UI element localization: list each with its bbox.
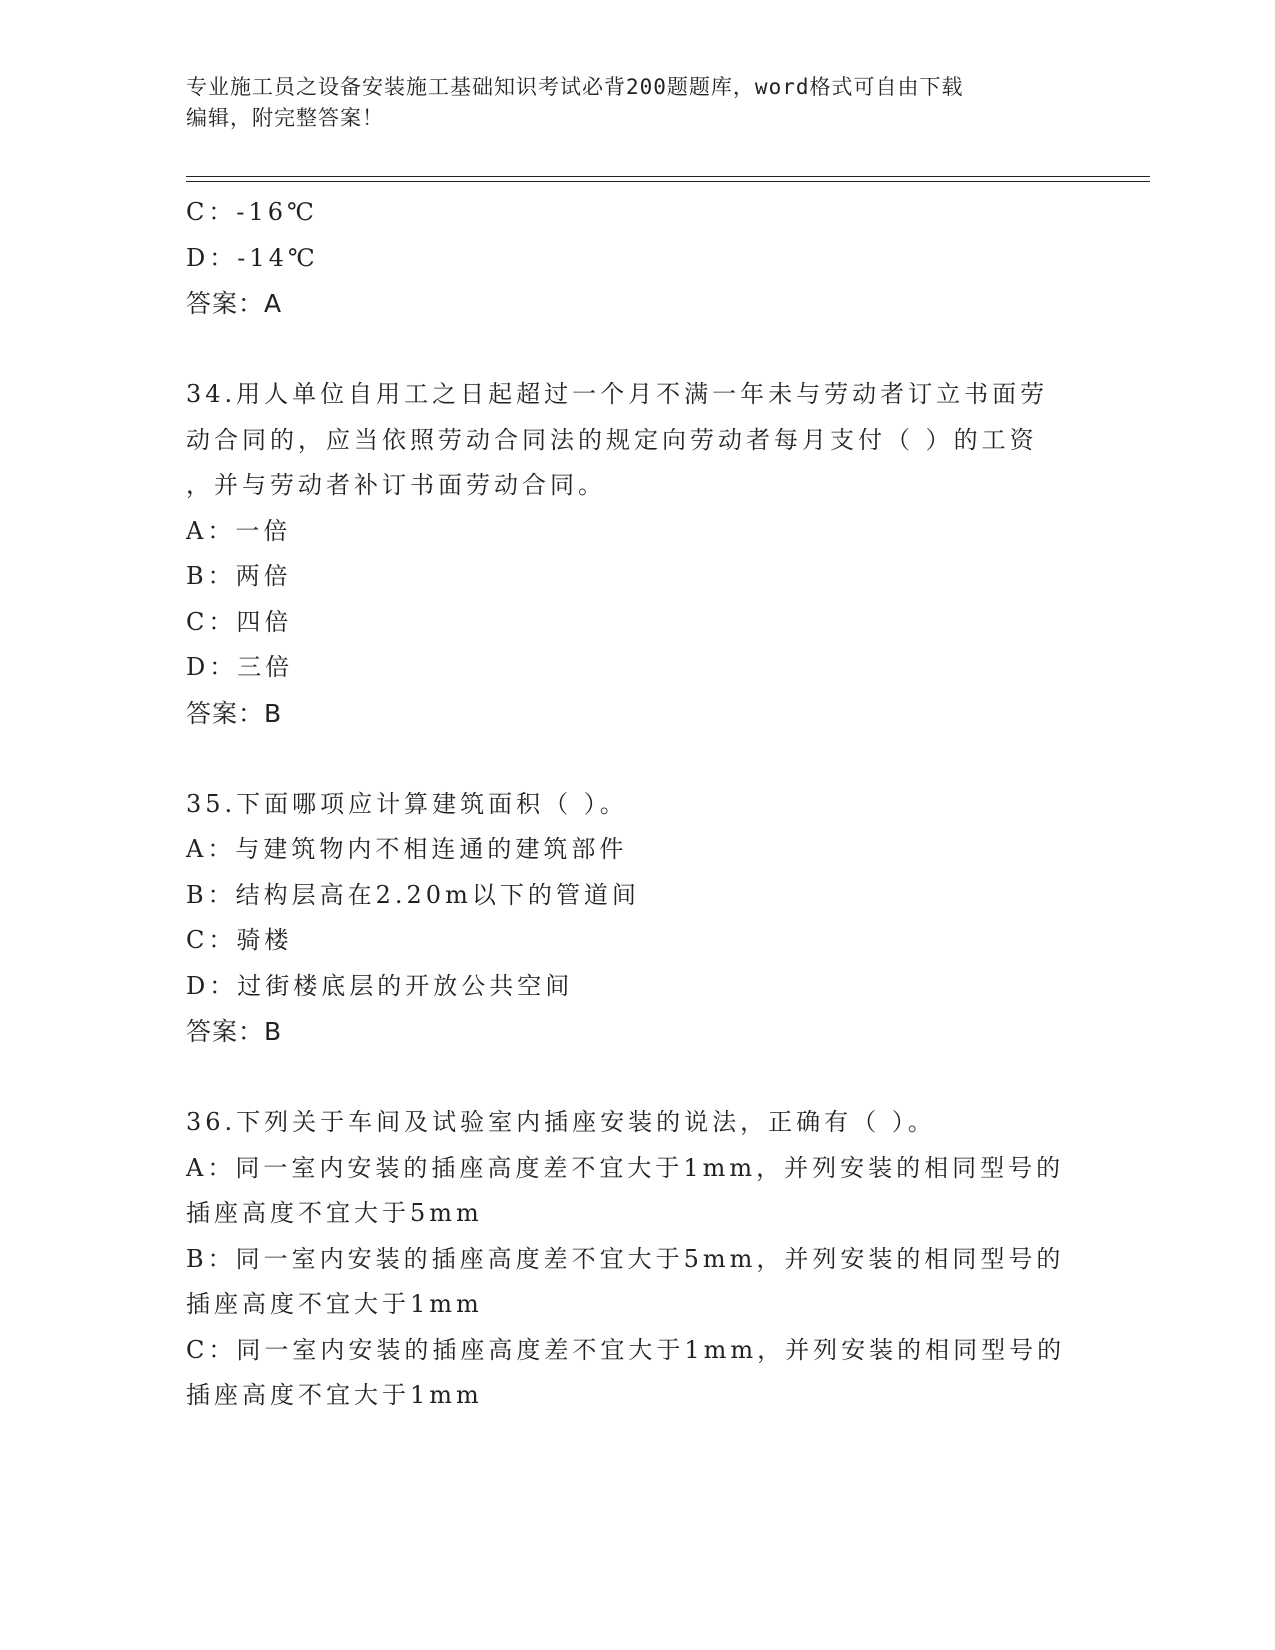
option-c: C：骑楼 <box>186 926 293 954</box>
option-c: C：-16℃ <box>186 198 318 226</box>
question-stem-line: 36.下列关于车间及试验室内插座安装的说法，正确有（ ）。 <box>186 1108 936 1136</box>
option-a: A：一倍 <box>186 516 292 545</box>
option-c: C：同一室内安装的插座高度差不宜大于1mm，并列安装的相同型号的 <box>186 1335 1066 1364</box>
option-d: D：三倍 <box>186 653 294 681</box>
header-rule-bottom <box>186 181 1150 182</box>
option-b-continued: 插座高度不宜大于1mm <box>186 1290 483 1318</box>
question-stem-line: 35.下面哪项应计算建筑面积（ ）。 <box>186 789 628 818</box>
option-d: D：过街楼底层的开放公共空间 <box>186 971 574 1000</box>
question-34 <box>186 372 1086 736</box>
option-c-continued: 插座高度不宜大于1mm <box>186 1381 483 1409</box>
header-line-2: 编辑，附完整答案！ <box>186 106 384 130</box>
question-stem-line: ，并与劳动者补订书面劳动合同。 <box>186 471 606 499</box>
document-header <box>186 72 1066 134</box>
option-b: B：同一室内安装的插座高度差不宜大于5mm，并列安装的相同型号的 <box>186 1244 1065 1273</box>
question-35 <box>186 782 1086 1055</box>
answer: 答案：A <box>186 289 283 318</box>
option-a-continued: 插座高度不宜大于5mm <box>186 1199 483 1227</box>
spacer <box>186 1055 1086 1101</box>
spacer <box>186 736 1086 782</box>
spacer <box>186 327 1086 373</box>
question-stem-line: 34.用人单位自用工之日起超过一个月不满一年未与劳动者订立书面劳 <box>186 380 1049 408</box>
option-a: A：与建筑物内不相连通的建筑部件 <box>186 835 628 863</box>
question-36 <box>186 1100 1086 1419</box>
answer: 答案：B <box>186 698 283 728</box>
question-content <box>186 190 1086 1419</box>
question-stem-line: 动合同的，应当依照劳动合同法的规定向劳动者每月支付（ ）的工资 <box>186 425 1038 454</box>
option-b: B：两倍 <box>186 562 292 590</box>
header-line-1: 专业施工员之设备安装施工基础知识考试必背200题题库，word格式可自由下载 <box>186 75 964 99</box>
option-d: D：-14℃ <box>186 243 319 272</box>
option-b: B：结构层高在2.20m以下的管道间 <box>186 880 640 909</box>
header-rule-top <box>186 176 1150 177</box>
answer: 答案：B <box>186 1017 283 1046</box>
option-a: A：同一室内安装的插座高度差不宜大于1mm，并列安装的相同型号的 <box>186 1153 1065 1182</box>
option-c: C：四倍 <box>186 607 293 636</box>
